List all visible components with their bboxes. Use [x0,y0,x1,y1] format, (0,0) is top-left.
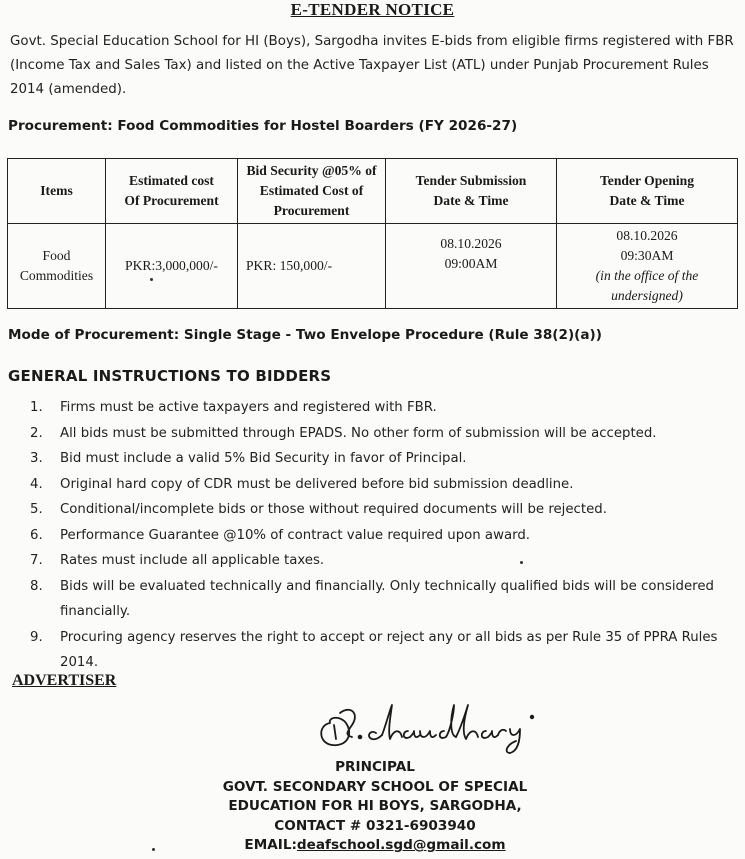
instruction-item [30,497,735,523]
organization-line-2: EDUCATION FOR HI BOYS, SARGODHA, [228,798,522,814]
instruction-number: 6. [30,527,43,543]
mode-of-procurement: Mode of Procurement: Single Stage - Two Envelope Procedure (Rule 38(2)(a)) [8,327,602,343]
instruction-text: Bid must include a valid 5% Bid Security in favor of Principal. [60,451,467,466]
instructions-heading: GENERAL INSTRUCTIONS TO BIDDERS [8,367,332,385]
advertiser-contact-block [195,758,555,856]
instruction-number: 5. [30,502,43,517]
instruction-number: 1. [30,400,43,415]
instruction-text: Performance Guarantee @10% of contract value required upon award. [60,527,531,543]
email-label: EMAIL: [244,837,297,853]
instruction-text: Original hard copy of CDR must be delivered before bid submission deadline. [60,476,574,492]
instruction-number: 2. [30,425,43,441]
instruction-item [30,472,735,498]
header-estimated-cost: Estimated cost Of Procurement [106,159,238,224]
instruction-number: 9. [30,629,43,645]
tender-table-row [8,224,738,309]
cell-bid-security: PKR: 150,000/- [238,224,386,309]
cell-item: Food Commodities [8,224,106,309]
signature-image [310,695,560,755]
instruction-item [30,446,735,472]
instruction-item [30,574,735,625]
instruction-text: Procuring agency reserves the right to accept or reject any or all bids as per Rule 35 of PPRA Rules 2014. [60,629,718,670]
organization-line-1: GOVT. SECONDARY SCHOOL OF SPECIAL [222,778,528,795]
header-submission: Tender Submission Date & Time [386,159,557,224]
instruction-text: Rates must include all applicable taxes. [60,553,325,568]
cell-opening: 08.10.2026 09:30AM (in the office of the undersigned) [557,224,738,309]
instruction-text: Conditional/incomplete bids or those without required documents will be rejected. [60,502,607,517]
cell-estimated-cost: PKR:3,000,000/- [106,224,238,309]
instruction-item [30,395,735,421]
stray-dot [152,848,155,851]
notice-title: E-TENDER NOTICE [290,0,455,19]
email-address[interactable]: deafschool.sgd@gmail.com [296,837,506,853]
header-opening: Tender Opening Date & Time [557,159,738,224]
cell-submission: 08.10.2026 09:00AM [386,224,557,309]
instruction-number: 4. [30,476,43,492]
contact-number: CONTACT # 0321-6903940 [274,817,476,834]
instruction-item [30,625,735,676]
instruction-text: Bids will be evaluated technically and financially. Only technically qualified bids will be considered financially. [60,578,714,619]
header-bid-security: Bid Security @05% of Estimated Cost of Procurement [238,159,386,224]
instruction-text: All bids must be submitted through EPADS. No other form of submission will be accepted. [60,425,657,441]
instruction-text: Firms must be active taxpayers and registered with FBR. [60,400,437,415]
instruction-item [30,548,735,574]
header-items: Items [8,159,106,224]
advertiser-label: ADVERTISER [12,672,117,689]
tender-table-header-row [8,159,738,224]
instruction-number: 7. [30,553,43,568]
instructions-list [30,395,735,676]
instruction-item [30,421,735,447]
instruction-number: 8. [30,578,43,594]
designation: PRINCIPAL [335,759,415,775]
tender-table [7,158,738,309]
instruction-number: 3. [30,451,43,466]
instruction-item [30,523,735,549]
stray-dot [520,561,523,564]
procurement-heading: Procurement: Food Commodities for Hostel Boarders (FY 2026-27) [8,118,518,134]
stray-dot [150,278,153,281]
intro-paragraph: Govt. Special Education School for HI (Boys), Sargodha invites E-bids from eligible firms registered with FBR (Income Tax and Sales Tax) and listed on the Active Taxpayer List (ATL) under Punjab Procurement Rules 2014 (amended). [10,34,734,97]
email-line [195,836,555,856]
